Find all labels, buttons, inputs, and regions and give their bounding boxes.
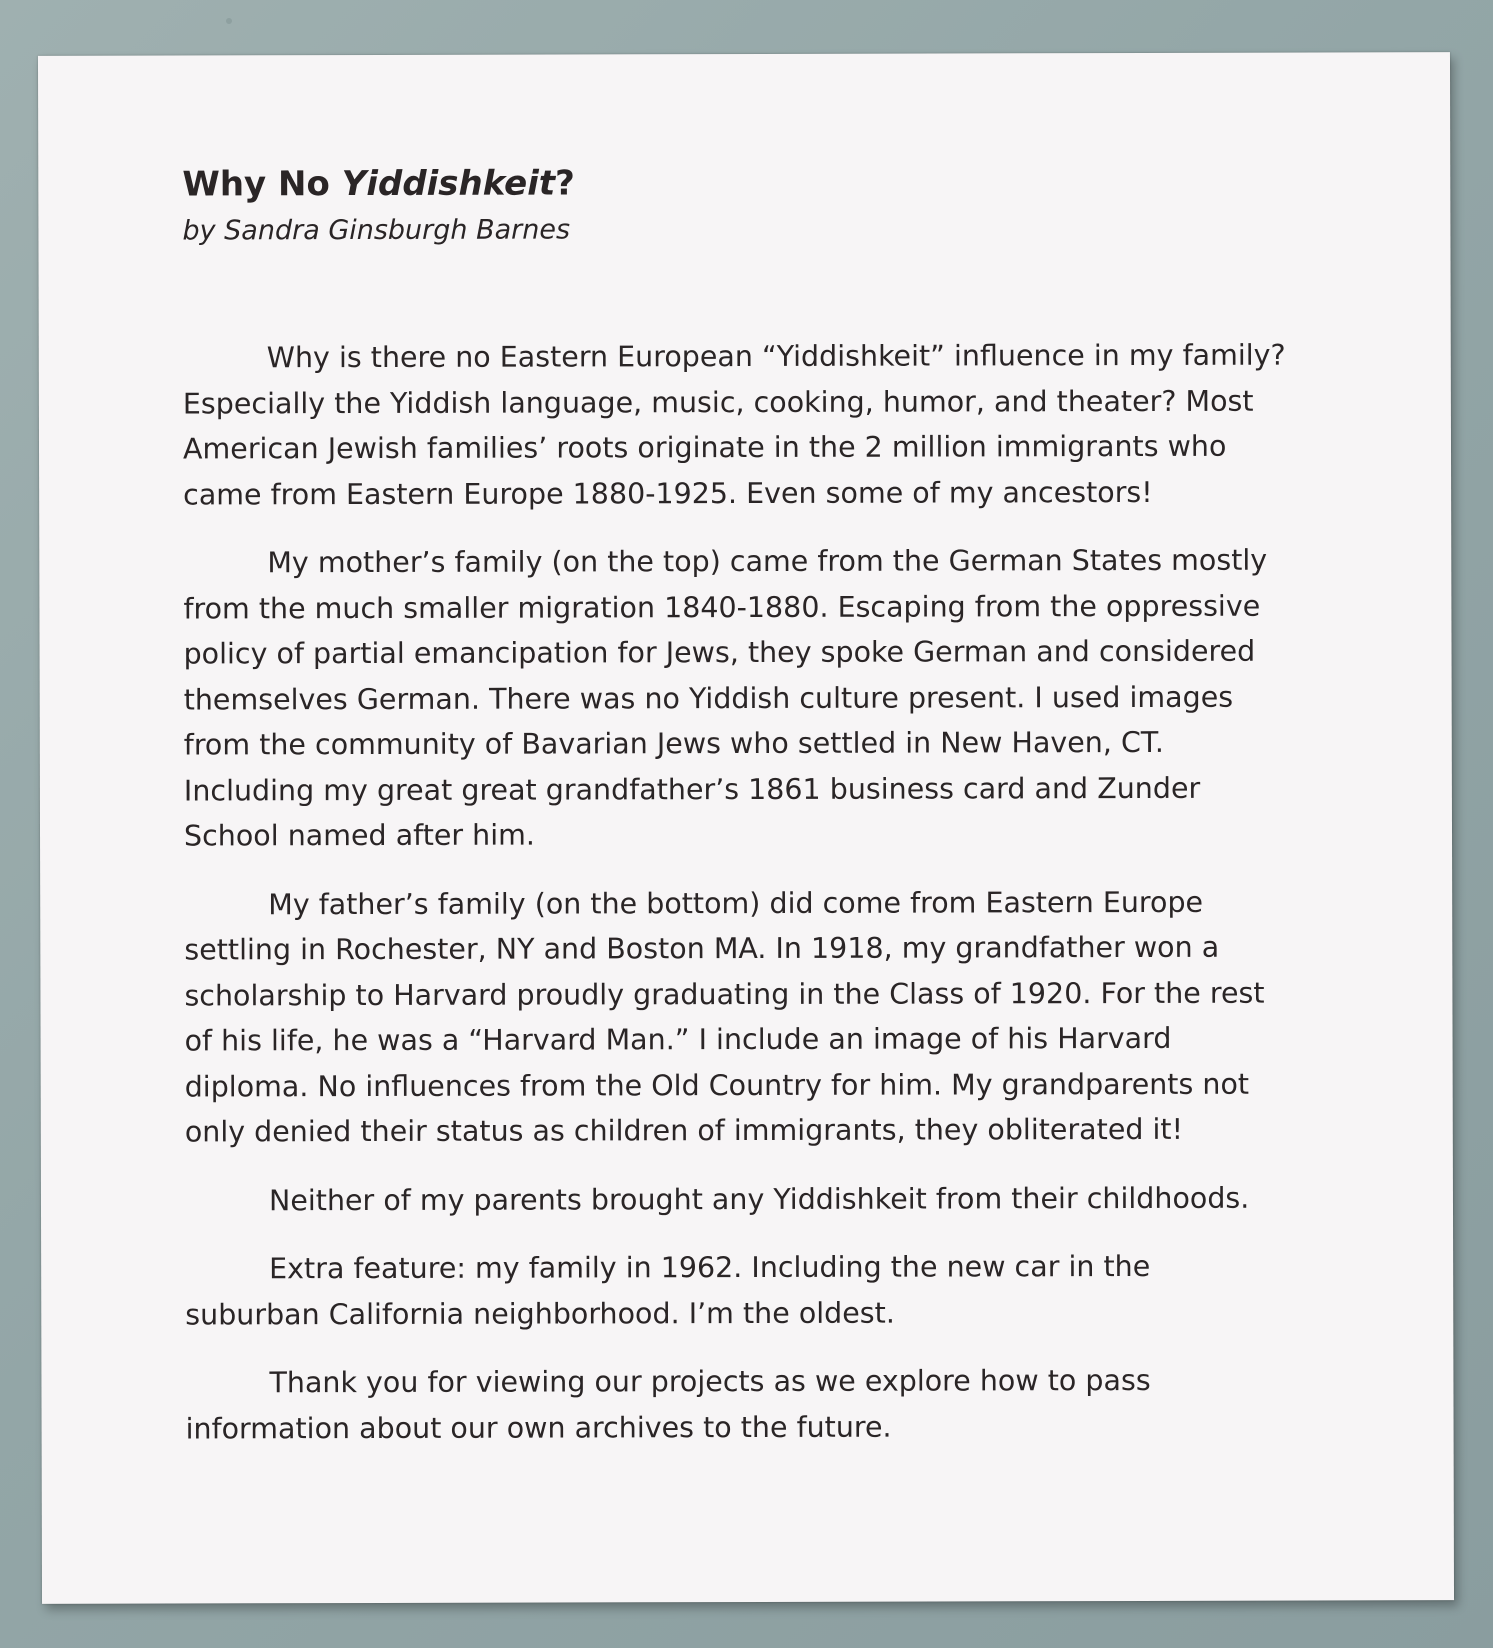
paragraph-fathers-family: My father’s family (on the bottom) did come from Eastern Europe settling in Rochester, NY and Boston MA. In 1918, my grandfather won a scholarship to Harvard proudly graduating in the Class of 1920. For the rest of his life, he was a “Harvard Man.” I include an image of his Harvard diploma. No influences from the Old Country for him. My grandparents not only denied their status as children of immigrants, they obliterated it! — [184, 885, 1265, 1149]
paragraph-yiddishkeit-question: Why is there no Eastern European “Yiddishkeit” influence in my family? Especially the Yiddish language, music, cooking, humor, and theater? Most American Jewish families’ roots originate in the 2 million immigrants who came from Eastern Europe 1880-1925. Even some of my ancestors! — [182, 338, 1286, 511]
title-italic-word: Yiddishkeit — [341, 163, 556, 205]
title-suffix: ? — [555, 163, 575, 204]
paragraph-parents: Neither of my parents brought any Yiddishkeit from their childhoods. — [268, 1181, 1250, 1217]
placard-content — [182, 158, 1385, 1474]
body-text — [183, 332, 1386, 1451]
wall-speck — [226, 18, 232, 24]
paragraph-mothers-family: My mother’s family (on the top) came from the German States mostly from the much smaller migration 1840-1880. Escaping from the oppressive policy of partial emancipation for Jews, they spoke German and considered themselves German. There was no Yiddish culture present. I used images from the community of Bavarian Jews who settled in New Haven, CT. Including my great great grandfather’s 1861 business card and Zunder School named after him. — [183, 543, 1268, 853]
exhibit-placard — [38, 52, 1454, 1604]
paragraph-thank-you: Thank you for viewing our projects as we explore how to pass information about our own archives to the future. — [185, 1363, 1151, 1445]
paragraph-extra-feature: Extra feature: my family in 1962. Including the new car in the suburban California neighborhood. I’m the oldest. — [185, 1249, 1151, 1331]
byline: by Sandra Ginsburgh Barnes — [182, 214, 571, 247]
title-prefix: Why No — [182, 164, 342, 205]
document-title — [182, 158, 1382, 207]
